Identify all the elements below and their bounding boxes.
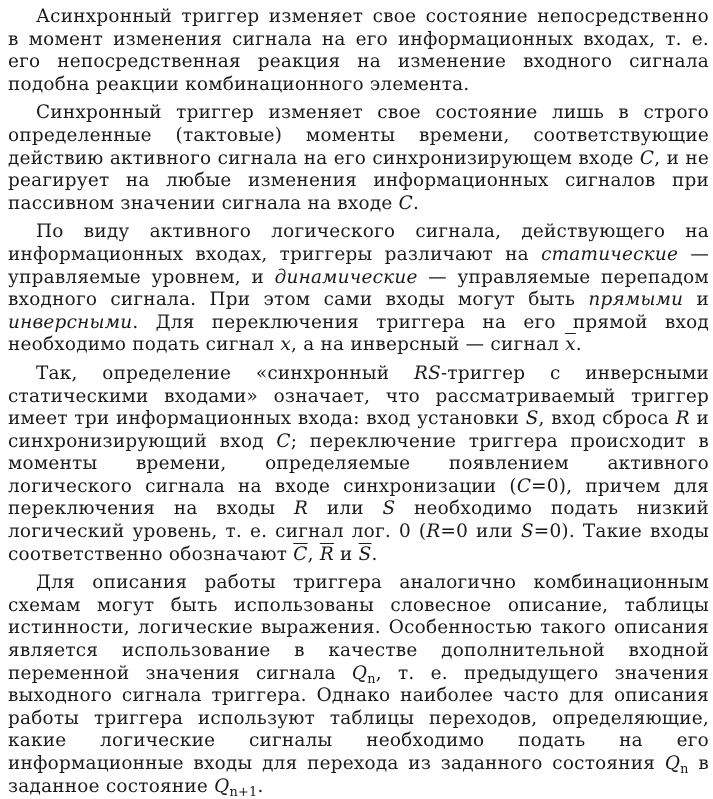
paragraph-static-dynamic	[8, 221, 709, 357]
text-run: Синхронный триггер изменяет свое состояние лишь в строго определенные (тактовые) моменты времени, соответствующие действию активного сигнала на его синхронизирующем входе	[8, 102, 709, 169]
text-run: .	[575, 334, 582, 356]
text-run: — управляемые уровнем, и	[8, 243, 709, 288]
text-run: Асинхронный триггер изменяет свое состояние непосредственно в момент изменения сигнала на его информационных входах, т. е. его непосредственная реакция на изменение входного сигнала подобна реакции комбинационного элемента.	[8, 6, 709, 95]
text-run: =0 или	[440, 521, 521, 543]
text-run: , т. е. предыдущего значения выходного сигнала триггера. Однако наиболее часто для описания работы триггера используют таблицы переходов, определяющие, какие логические сигналы необходимо подать на его информационные входы для перехода из заданного состояния	[8, 662, 709, 774]
italic-term: S	[525, 408, 539, 430]
italic-term: Q	[664, 753, 681, 774]
subscript-index: n+1	[229, 784, 258, 799]
italic-term: S	[520, 521, 534, 543]
italic-term: RS	[413, 362, 441, 384]
paragraph-trigger-description	[8, 572, 709, 798]
italic-term: Q	[351, 662, 368, 684]
text-run: .	[257, 775, 264, 797]
italic-term: x	[280, 334, 292, 356]
italic-term: динамические	[274, 266, 418, 288]
italic-term: Q	[214, 775, 230, 797]
inverted-signal: $\overline{C}$	[293, 543, 308, 565]
italic-term: C	[398, 192, 413, 214]
italic-term: R	[675, 408, 690, 430]
italic-term: инверсными	[8, 311, 133, 333]
text-run: .	[371, 543, 378, 565]
italic-term: C	[516, 475, 532, 497]
subscript-index: n	[367, 671, 376, 687]
inverted-signal: $\overline{S}$	[358, 543, 372, 565]
italic-term: C	[639, 147, 655, 169]
text-run: и синхронизирующий вход	[8, 408, 709, 452]
italic-term: S	[382, 498, 396, 520]
text-run: Так, определение «синхронный	[36, 362, 414, 384]
paragraph-sync-trigger	[8, 102, 709, 215]
paragraph-async-trigger	[8, 6, 709, 96]
text-run: =0). Такие входы соответственно обозначают	[8, 521, 710, 565]
text-run: . Для переключения триггера на его прямой вход необходимо подать сигнал	[8, 311, 709, 356]
text-run: Для описания работы триггера аналогично комбинационным схемам могут быть использованы словесное описание, таблицы истинности, логические выражения. Особенностью такого описания является использование в качестве дополнительной входной переменной значения сигнала	[8, 572, 709, 684]
text-run: и	[683, 289, 709, 311]
paragraph-rs-trigger-definition	[8, 363, 709, 566]
inverted-signal: $\overline{R}$	[319, 543, 334, 565]
subscript-index: n	[680, 761, 689, 777]
text-run: ,	[307, 543, 320, 565]
text-run: =0), причем для переключения на входы	[8, 475, 709, 520]
text-run: -триггер с инверсными статическими входами» означает, что рассматриваемый триггер имеет три информационных входа: вход установки	[8, 362, 709, 430]
text-run: — управляемые перепадом входного сигнала. При этом сами входы могут быть	[8, 266, 709, 311]
text-run: , а на инверсный — сигнал	[291, 334, 566, 356]
italic-term: C	[276, 430, 291, 452]
italic-term: R	[426, 521, 441, 543]
text-run: , и не реагирует на любые изменения информационных сигналов при пассивном значении сигнала на входе	[8, 147, 709, 214]
text-run: .	[412, 192, 420, 214]
text-run: и	[333, 543, 359, 565]
text-run: По виду активного логического сигнала, действующего на информационных входах, триггеры различают на	[8, 221, 709, 265]
text-run: необходимо подать низкий логический уровень, т. е. сигнал лог. 0 (	[8, 498, 709, 543]
text-run: или	[308, 498, 383, 520]
text-run: в заданное состояние	[8, 753, 709, 797]
italic-term: статические	[541, 243, 679, 265]
text-run: ; переключение триггера происходит в моменты времени, определяемые появлением активного логического сигнала на входе синхронизации (	[8, 430, 709, 497]
text-run: , вход сброса	[538, 408, 676, 430]
inverted-signal: $\overline{x}$	[565, 334, 576, 356]
italic-term: прямыми	[588, 289, 684, 311]
italic-term: R	[294, 498, 309, 520]
